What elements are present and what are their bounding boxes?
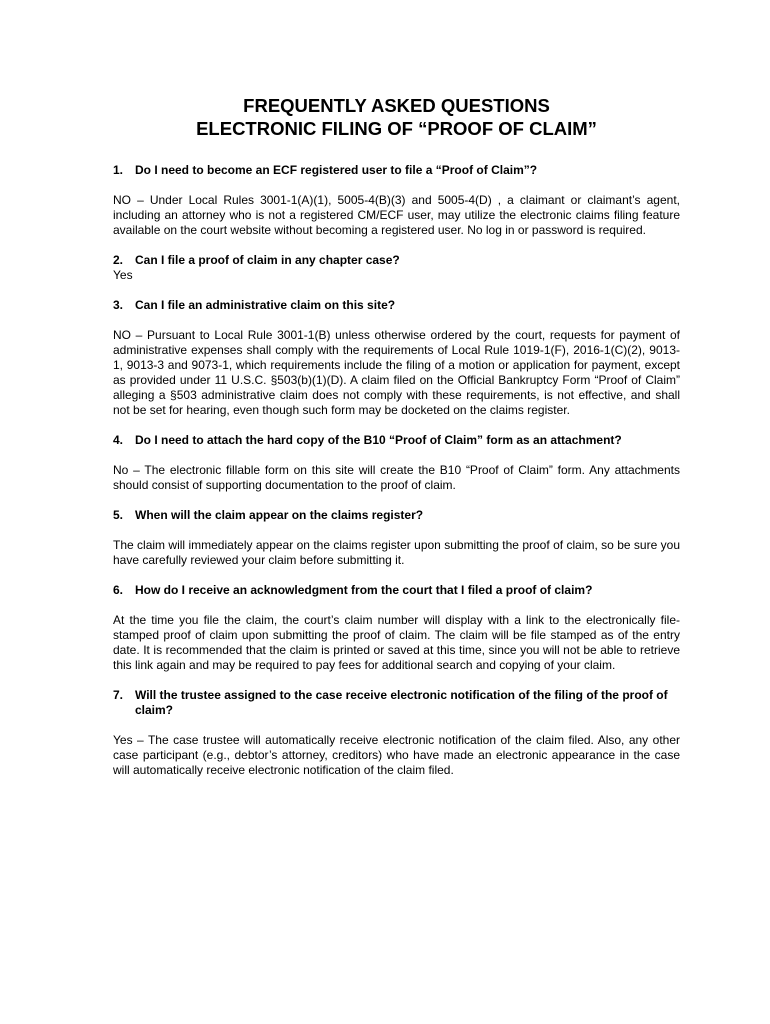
faq-answer: NO – Under Local Rules 3001-1(A)(1), 5005-4(B)(3) and 5005-4(D) , a claimant or claimant’s agent, including an attorney who is not a registered CM/ECF user, may utilize the electronic claims filing feature available on the court website without becoming a registered user. No log in or password is required. (113, 193, 680, 237)
faq-answer: No – The electronic fillable form on this site will create the B10 “Proof of Claim” form. Any attachments should consist of supporting documentation to the proof of claim. (113, 463, 680, 492)
faq-question (113, 253, 680, 268)
faq-answer: Yes (113, 268, 133, 282)
faq-question (113, 298, 680, 313)
faq-item-2 (113, 253, 680, 283)
question-text: Can I file an administrative claim on this site? (135, 298, 396, 312)
faq-question (113, 583, 680, 598)
title-line-1: FREQUENTLY ASKED QUESTIONS (243, 95, 550, 116)
question-number: 6. (113, 583, 124, 597)
faq-answer: NO – Pursuant to Local Rule 3001-1(B) unless otherwise ordered by the court, requests for payment of administrative expenses shall comply with the requirements of Local Rule 1019-1(F), 2016-1(C)(2), 9013-1, 9013-3 and 9073-1, which requirements include the filing of a motion or application for payment, except as provided under 11 U.S.C. §503(b)(1)(D). A claim filed on the Official Bankruptcy Form “Proof of Claim” alleging a §503 administrative claim does not comply with these requirements, is not effective, and shall not be set for hearing, even though such form may be docketed on the claims register. (113, 328, 680, 417)
faq-item-5 (113, 508, 680, 568)
title-line-2: ELECTRONIC FILING OF “PROOF OF CLAIM” (196, 118, 597, 139)
question-text: How do I receive an acknowledgment from the court that I filed a proof of claim? (135, 583, 593, 597)
faq-question (113, 163, 680, 178)
faq-list (113, 163, 680, 778)
faq-item-3 (113, 298, 680, 418)
question-number: 4. (113, 433, 124, 447)
faq-answer: At the time you file the claim, the court’s claim number will display with a link to the electronically file-stamped proof of claim upon submitting the proof of claim. The claim will be file stamped as of the entry date. It is recommended that the claim is printed or saved at this time, since you will not be able to retrieve this link again and may be required to pay fees for additional search and copying of your claim. (113, 613, 680, 672)
question-text: Will the trustee assigned to the case receive electronic notification of the filing of the proof of claim? (135, 688, 668, 717)
faq-answer: Yes – The case trustee will automatically receive electronic notification of the claim filed. Also, any other case participant (e.g., debtor’s attorney, creditors) who have made an electronic appearance in the case will automatically receive electronic notification of the claim filed. (113, 733, 680, 777)
faq-question (113, 433, 680, 448)
faq-question (113, 508, 680, 523)
question-number: 1. (113, 163, 124, 177)
faq-question (113, 688, 680, 718)
question-number: 7. (113, 688, 124, 702)
question-number: 2. (113, 253, 124, 267)
faq-answer: The claim will immediately appear on the claims register upon submitting the proof of claim, so be sure you have carefully reviewed your claim before submitting it. (113, 538, 680, 567)
faq-item-7 (113, 688, 680, 778)
page-title (113, 94, 680, 140)
question-text: Do I need to become an ECF registered user to file a “Proof of Claim”? (135, 163, 538, 177)
faq-item-4 (113, 433, 680, 493)
question-number: 3. (113, 298, 124, 312)
question-number: 5. (113, 508, 124, 522)
document-page (113, 94, 680, 793)
question-text: When will the claim appear on the claims register? (135, 508, 424, 522)
faq-item-6 (113, 583, 680, 673)
faq-item-1 (113, 163, 680, 238)
question-text: Can I file a proof of claim in any chapter case? (135, 253, 400, 267)
question-text: Do I need to attach the hard copy of the B10 “Proof of Claim” form as an attachment? (135, 433, 622, 447)
